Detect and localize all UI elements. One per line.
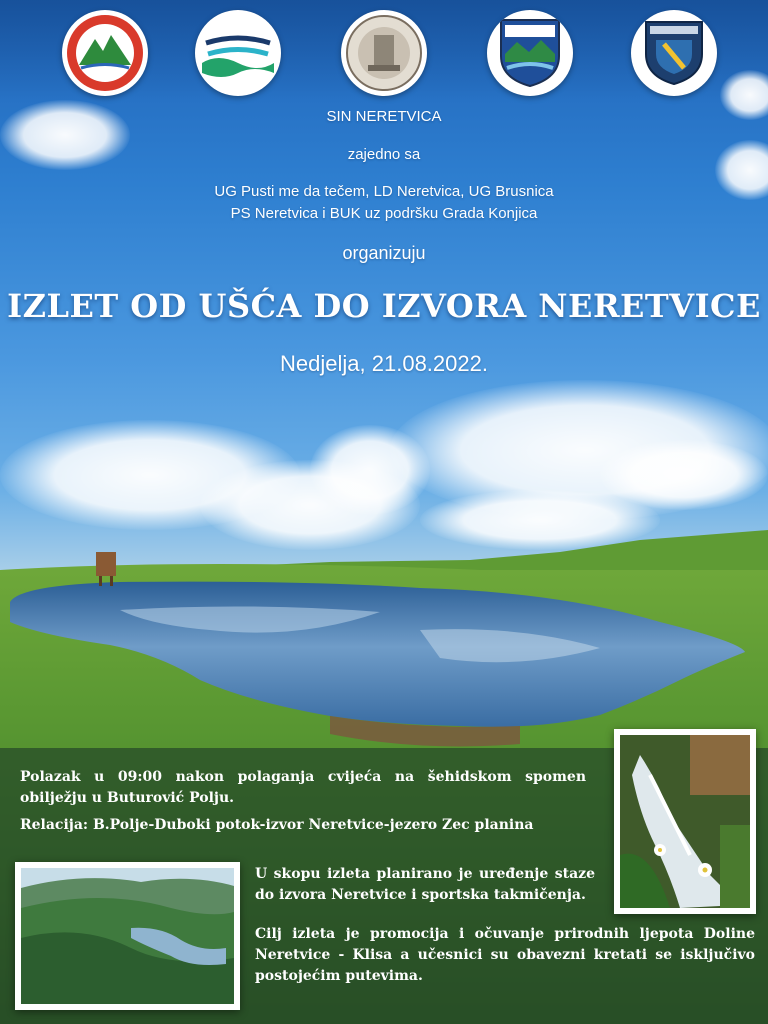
waterfall-image bbox=[620, 735, 750, 908]
buk-shield-logo bbox=[631, 10, 717, 96]
partners-list bbox=[0, 181, 768, 225]
river-wave-icon bbox=[198, 23, 278, 83]
plan-info: U skopu izleta planirano je uređenje staze do izvora Neretvice i sportska takmičenja. bbox=[255, 866, 595, 903]
mountain-emblem-icon bbox=[65, 13, 145, 93]
event-date: Nedjelja, 21.08.2022. bbox=[280, 351, 488, 376]
together-with-label: zajedno sa bbox=[347, 146, 421, 163]
memorial-monument-icon bbox=[344, 13, 424, 93]
konjic-coat-of-arms-logo bbox=[487, 10, 573, 96]
departure-info: Polazak u 09:00 nakon polaganja cvijeća na šehidskom spomen obilježju u Buturović Polju. bbox=[20, 769, 586, 806]
goal-info: Cilj izleta je promocija i očuvanje prirodnih ljepota Doline Neretvice - Klisa a učesnici su obavezni kretati se isključivo postojećim putevima. bbox=[255, 926, 755, 984]
aerial-valley-photo bbox=[15, 862, 240, 1010]
planinarska-sekcija-neretvica-logo bbox=[62, 10, 148, 96]
aerial-valley-image bbox=[21, 868, 234, 1004]
route-info: Relacija: B.Polje-Duboki potok-izvor Neretvice-jezero Zec planina bbox=[20, 817, 534, 833]
buk-shield-icon bbox=[642, 18, 706, 88]
waterfall-photo bbox=[614, 729, 756, 914]
organizer-name: SIN NERETVICA bbox=[326, 108, 442, 125]
event-title: IZLET OD UŠĆA DO IZVORA NERETVICE bbox=[7, 287, 761, 325]
pusti-me-da-tecem-logo bbox=[195, 10, 281, 96]
partners-line-2: PS Neretvica i BUK uz podršku Grada Konjica bbox=[230, 205, 538, 222]
partner-logos bbox=[0, 6, 768, 96]
organize-label: organizuju bbox=[342, 243, 426, 263]
partners-line-1: UG Pusti me da tečem, LD Neretvica, UG Brusnica bbox=[214, 183, 554, 200]
konjic-shield-icon bbox=[495, 16, 565, 90]
memorial-seal-logo bbox=[341, 10, 427, 96]
